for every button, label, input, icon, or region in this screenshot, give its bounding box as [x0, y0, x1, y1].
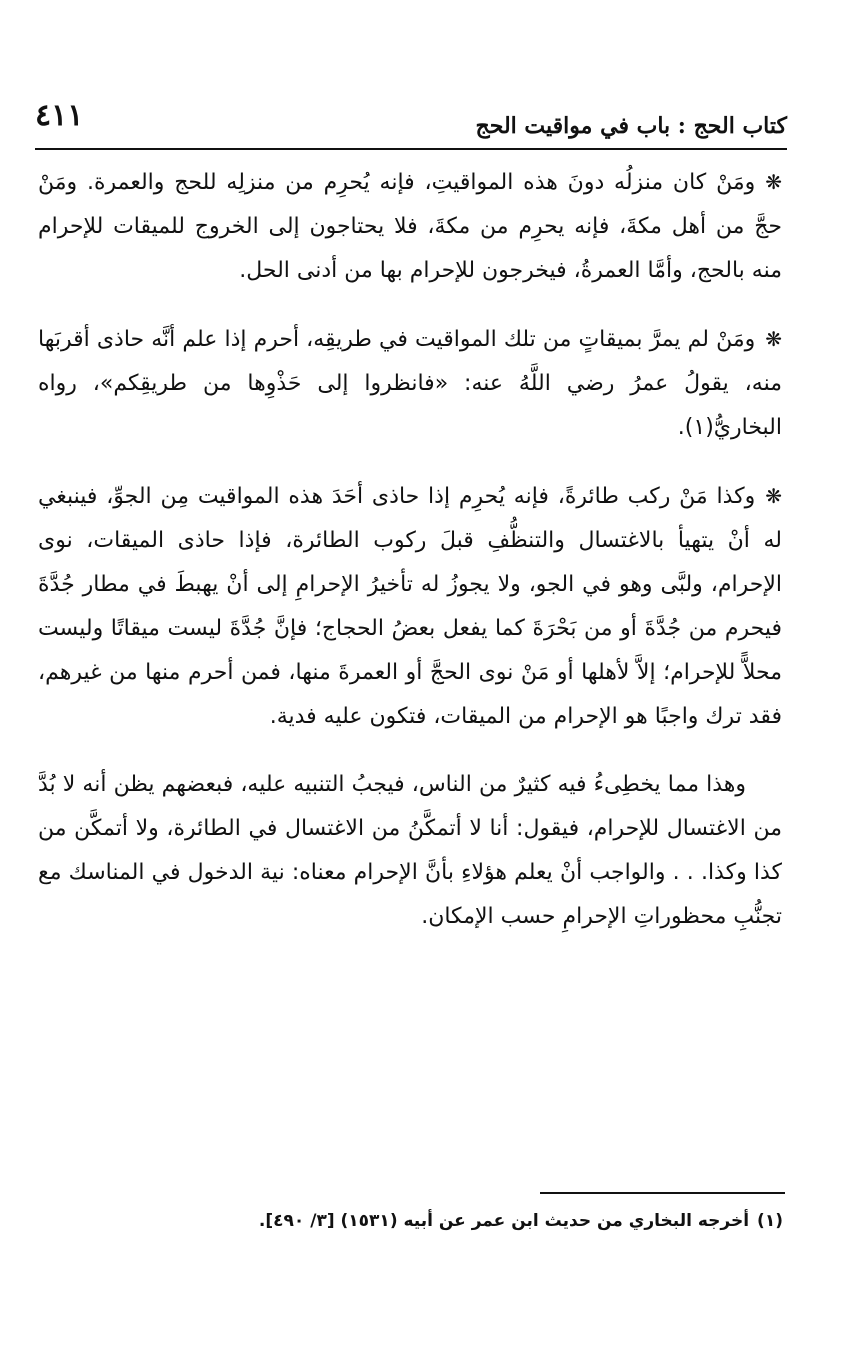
paragraph-2 [38, 317, 782, 450]
running-header [35, 96, 787, 152]
page-number: ٤١١ [35, 98, 84, 133]
paragraph-4 [38, 763, 782, 939]
asterism-icon: ❋ [765, 170, 782, 194]
header-rule [35, 148, 787, 150]
asterism-icon: ❋ [765, 327, 782, 351]
paragraph-text: وهذا مما يخطِىءُ فيه كثيرٌ من الناس، فيجبُ التنبيه عليه، فبعضهم يظن أنه لا بُدَّ من الاغتسال للإحرام، فيقول: أنا لا أتمكَّنُ من الاغتسال في الطائرة، ولا أتمكَّن من كذا وكذا. . . والواجب أنْ يعلم هؤلاءِ بأنَّ الإحرام معناه: نية الدخول في المناسك مع تجنُّبِ محظوراتِ الإحرامِ حسب الإمكان. [38, 772, 782, 929]
footnote [100, 1206, 783, 1236]
asterism-icon: ❋ [765, 484, 782, 508]
footnote-text: أخرجه البخاري من حديث ابن عمر عن أبيه (١٥٣١) [٣/ ٤٩٠]. [258, 1211, 750, 1231]
footnote-marker: (١) [757, 1211, 783, 1231]
paragraph-text: ومَنْ كان منزلُه دونَ هذه المواقيتِ، فإنه يُحرِم من منزلِه للحج والعمرة. ومَنْ حجَّ من أهل مكةَ، فإنه يحرِم من مكةَ، فلا يحتاجون إلى الخروج للميقات للإحرام منه بالحج، وأمَّا العمرةُ، فيخرجون للإحرام بها من أدنى الحل. [38, 170, 782, 283]
paragraph-text: ومَنْ لم يمرَّ بميقاتٍ من تلك المواقيت في طريقِه، أحرم إذا علم أنَّه حاذى أقربَها منه، يقولُ عمرُ رضي اللَّهُ عنه: «فانظروا إلى حَذْوِها من طريقِكم»، رواه البخاريُّ(١). [38, 327, 782, 440]
footnote-rule [540, 1192, 785, 1194]
paragraph-text: وكذا مَنْ ركب طائرةً، فإنه يُحرِم إذا حاذى أحَدَ هذه المواقيت مِن الجوِّ، فينبغي له أنْ يتهيأ بالاغتسال والتنظُّفِ قبلَ ركوب الطائرة، فإذا حاذى الميقات، نوى الإحرام، ولبَّى وهو في الجو، ولا يجوزُ له تأخيرُ الإحرامِ إلى أنْ يهبطَ في مطار جُدَّةَ فيحرم من جُدَّةَ أو من بَحْرَةَ كما يفعل بعضُ الحجاج؛ فإنَّ جُدَّةَ ليست ميقاتًا وليست محلاًّ للإحرام؛ إلاَّ لأهلها أو مَنْ نوى الحجَّ أو العمرةَ منها، فمن أحرم منها من غيرهم، فقد ترك واجبًا هو الإحرام من الميقات، فتكون عليه فدية. [38, 484, 782, 729]
main-text [38, 160, 782, 939]
chapter-title: كتاب الحج : باب في مواقيت الحج [475, 113, 787, 139]
paragraph-1 [38, 160, 782, 293]
paragraph-3 [38, 474, 782, 739]
